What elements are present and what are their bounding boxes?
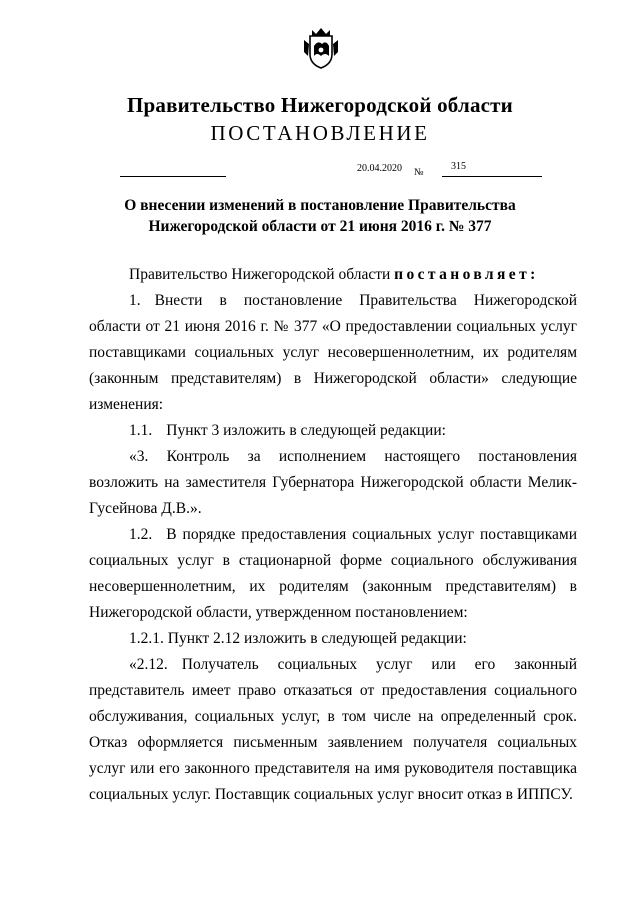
organization-title: Правительство Нижегородской области: [127, 93, 513, 117]
coat-of-arms-icon: [302, 26, 340, 70]
paragraph-1-2-text: В порядке предоставления социальных услуг поставщиками социальных услуг в стационарной форме социального обслуживания несовершеннолетним, их родителям (законным представителям) в Нижегородской области, утвержденном постановлением:: [89, 526, 577, 621]
subject-line-1: О внесении изменений в постановление Правительства: [124, 197, 516, 214]
document-type: ПОСТАНОВЛЕНИЕ: [210, 121, 430, 145]
paragraph-1-2: [89, 522, 577, 626]
paragraph-1-text: Внести в постановление Правительства Нижегородской области от 21 июня 2016 г. № 377 «О предоставлении социальных услуг поставщиками социальных услуг несовершеннолетним, их родителям (законным представителям) в Нижегородской области» следующие изменения:: [89, 292, 577, 413]
number-sign: №: [414, 167, 424, 178]
signature-line: [120, 176, 226, 177]
paragraph-1: [89, 288, 577, 418]
document-date: 20.04.2020: [357, 163, 402, 174]
intro-prefix: Правительство Нижегородской области: [129, 266, 395, 283]
subject-line-2: Нижегородской области от 21 июня 2016 г. № 377: [148, 218, 492, 235]
document-subject: [100, 195, 540, 237]
paragraph-2-12-number: «2.12.: [129, 656, 168, 673]
paragraph-2-12-text: Получатель социальных услуг или его законный представитель имеет право отказаться от предоставления социального обслуживания, социальных услуг, в том числе на определенный срок. Отказ оформляется письменным заявлением получателя социальных услуг или его законного представителя на имя руководителя поставщика социальных услуг. Поставщик социальных услуг вносит отказ в ИППСУ.: [89, 656, 577, 803]
intro-paragraph: [89, 262, 577, 288]
number-line: [442, 176, 542, 177]
paragraph-1-1-quote: «3. Контроль за исполнением настоящего постановления возложить на заместителя Губернатора Нижегородской области Мелик-Гусейнова Д.В.».: [89, 448, 577, 517]
paragraph-1-number: 1.: [129, 292, 141, 309]
paragraph-2-12: [89, 652, 577, 808]
intro-resolves: постановляет:: [394, 266, 539, 283]
paragraph-1-2-1: 1.2.1. Пункт 2.12 изложить в следующей редакции:: [129, 630, 467, 647]
paragraph-1-1: [89, 418, 577, 444]
paragraph-1-1-text: Пункт 3 изложить в следующей редакции:: [166, 422, 446, 439]
document-number: 315: [451, 161, 466, 172]
document-body: [89, 262, 577, 808]
paragraph-1-1-number: 1.1.: [129, 422, 153, 439]
paragraph-1-2-number: 1.2.: [129, 526, 153, 543]
